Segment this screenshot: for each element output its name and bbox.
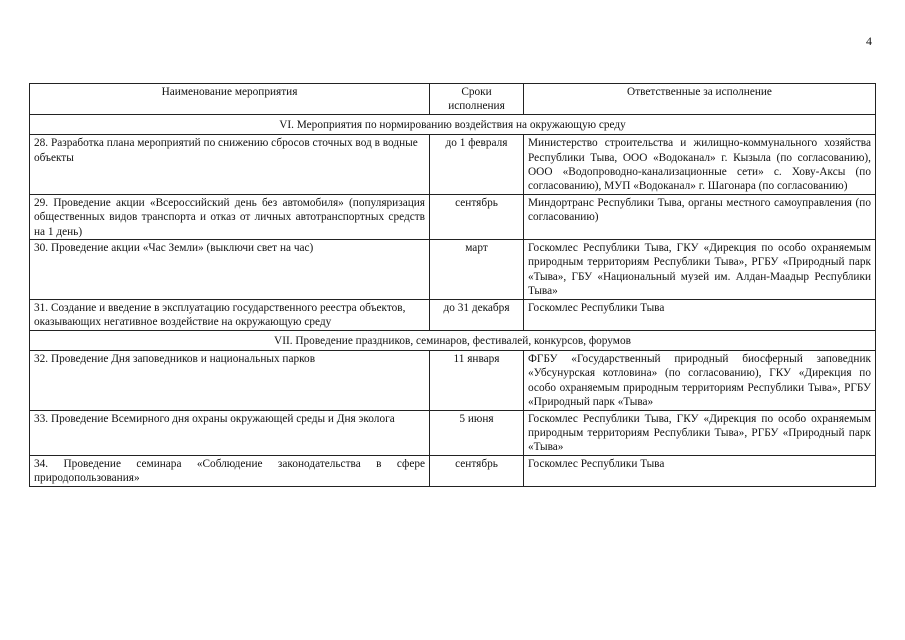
table-row [30, 135, 876, 195]
table-row [30, 350, 876, 410]
event-term: сентябрь [430, 455, 524, 486]
section-title: VII. Проведение праздников, семинаров, фестивалей, конкурсов, форумов [30, 330, 876, 350]
table-row [30, 194, 876, 239]
event-term: до 31 декабря [430, 299, 524, 330]
event-responsible: Госкомлес Республики Тыва [524, 455, 876, 486]
event-responsible: Миндортранс Республики Тыва, органы местного самоуправления (по согласованию) [524, 194, 876, 239]
page-number: 4 [866, 34, 872, 48]
event-responsible: ФГБУ «Государственный природный биосферный заповедник «Убсунурская котловина» (по согласованию), ГКУ «Дирекция по особо охраняемым природным территориям Республики Тыва», РГБУ «Природный парк «Тыва» [524, 350, 876, 410]
events-table [29, 83, 876, 487]
event-responsible: Госкомлес Республики Тыва, ГКУ «Дирекция по особо охраняемым природным территориям Республики Тыва», РГБУ «Природный парк «Тыва» [524, 410, 876, 455]
table-header-row [30, 84, 876, 115]
header-responsible: Ответственные за исполнение [524, 84, 876, 115]
event-term: до 1 февраля [430, 135, 524, 195]
event-term: 11 января [430, 350, 524, 410]
event-name: 28. Разработка плана мероприятий по снижению сбросов сточных вод в водные объекты [30, 135, 430, 195]
header-name: Наименование мероприятия [30, 84, 430, 115]
event-responsible: Госкомлес Республики Тыва [524, 299, 876, 330]
event-responsible: Министерство строительства и жилищно-коммунального хозяйства Республики Тыва, ООО «Водоканал» г. Кызыла (по согласованию), ООО «Водопроводно-канализационные сети» с. Хову-Аксы (по согласованию), МУП «Водоканал» г. Шагонара (по согласованию) [524, 135, 876, 195]
table-row [30, 455, 876, 486]
table-row [30, 240, 876, 300]
event-name: 30. Проведение акции «Час Земли» (выключи свет на час) [30, 240, 430, 300]
table-row [30, 410, 876, 455]
section-title: VI. Мероприятия по нормированию воздействия на окружающую среду [30, 114, 876, 134]
event-name: 34. Проведение семинара «Соблюдение законодательства в сфере природопользования» [30, 455, 430, 486]
event-name: 29. Проведение акции «Всероссийский день без автомобиля» (популяризация общественных видов транспорта и отказ от личных автотранспортных средств на 1 день) [30, 194, 430, 239]
event-name: 33. Проведение Всемирного дня охраны окружающей среды и Дня эколога [30, 410, 430, 455]
event-term: 5 июня [430, 410, 524, 455]
event-term: март [430, 240, 524, 300]
event-term: сентябрь [430, 194, 524, 239]
event-responsible: Госкомлес Республики Тыва, ГКУ «Дирекция по особо охраняемым природным территориям Республики Тыва», РГБУ «Природный парк «Тыва», ГБУ «Национальный музей им. Алдан-Маадыр Республики Тыва» [524, 240, 876, 300]
header-term: Сроки исполнения [430, 84, 524, 115]
table-row [30, 299, 876, 330]
event-name: 31. Создание и введение в эксплуатацию государственного реестра объектов, оказывающих негативное воздействие на окружающую среду [30, 299, 430, 330]
section-title-row [30, 330, 876, 350]
event-name: 32. Проведение Дня заповедников и национальных парков [30, 350, 430, 410]
section-title-row [30, 114, 876, 134]
